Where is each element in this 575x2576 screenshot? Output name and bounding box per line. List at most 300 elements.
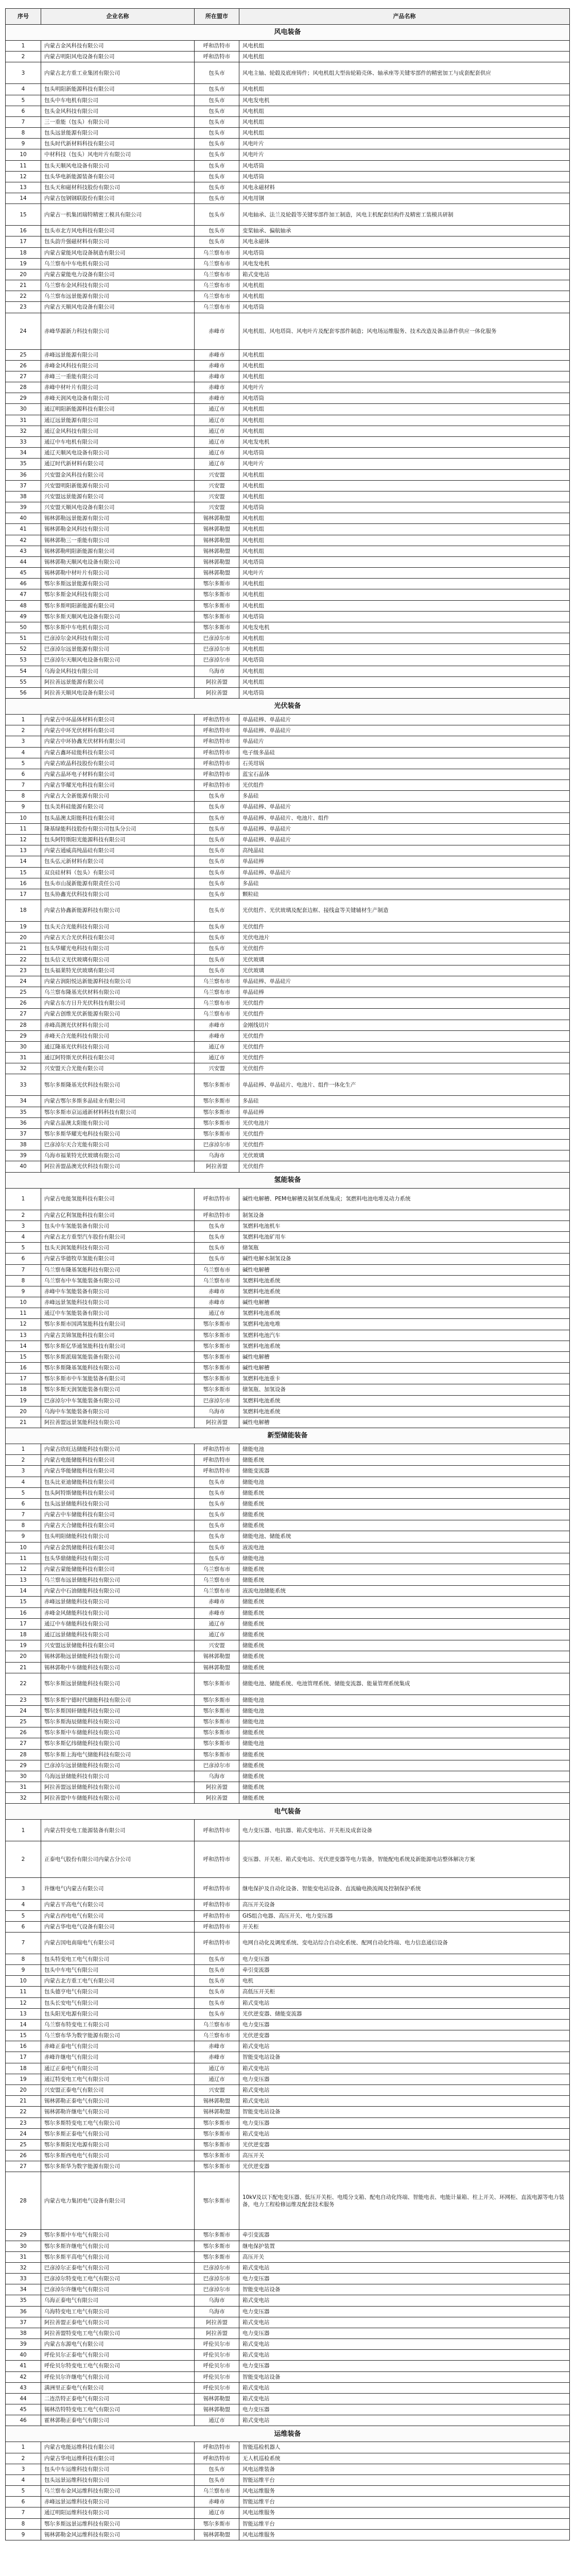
company-name: 乌海金风科技有限公司 [41,666,195,676]
region-name: 呼伦贝尔市 [195,2361,239,2371]
product-names: 单晶硅棒、单晶硅片 [239,823,570,834]
company-name: 包头中车运维科技有限公司 [41,2464,195,2475]
row-number: 6 [6,1253,41,1264]
region-name: 鄂尔多斯市 [195,1727,239,1738]
product-names: 储能系统 [239,1520,570,1531]
header-products: 产品名称 [239,9,570,25]
region-name: 鄂尔多斯市 [195,589,239,600]
row-number: 25 [6,2139,41,2150]
row-number: 27 [6,2161,41,2172]
region-name: 包头市 [195,1477,239,1487]
product-names: 风电机组 [239,360,570,371]
table-row [6,900,570,922]
product-names: 风电塔筒 [239,556,570,567]
row-number: 42 [6,2371,41,2382]
product-names: 储能系统 [239,1510,570,1520]
product-names: 多晶硅 [239,1096,570,1107]
region-name: 巴彦淖尔市 [195,644,239,655]
table-row [6,2464,570,2475]
company-name: 呼伦贝尔特变电工电气有限公司 [41,2361,195,2371]
product-names: 储能系统 [239,1749,570,1760]
equipment-catalog-table [5,8,570,2540]
row-number: 26 [6,2150,41,2161]
product-names: 氢燃料电池系统 [239,1406,570,1417]
table-row [6,998,570,1009]
company-name: 内蒙古一机集团瑞特精密工模具有限公司 [41,204,195,226]
company-name: 包头明阳储能科技有限公司 [41,1531,195,1542]
company-name: 兴安盟远景储能科技有限公司 [41,1640,195,1651]
region-name: 鄂尔多斯市 [195,2128,239,2139]
table-row [6,1231,570,1242]
table-row [6,1673,570,1694]
product-names: 储能电池、储能系统、电池管理系统、储能变流器、能量管理系统集成 [239,1673,570,1694]
table-row [6,236,570,247]
row-number: 1 [6,1820,41,1841]
region-name: 乌兰察布市 [195,291,239,302]
company-name: 赤峰远景储能科技有限公司 [41,1597,195,1607]
table-row [6,1921,570,1932]
product-names: 风电叶片 [239,459,570,469]
row-number: 29 [6,1030,41,1041]
company-name: 阿拉善远景能源有限公司 [41,676,195,687]
region-name: 通辽市 [195,1308,239,1319]
region-name: 巴彦淖尔市 [195,2274,239,2284]
product-names: 变桨轴承、偏航轴承 [239,226,570,236]
company-name: 内蒙古中环晶体材料有限公司 [41,715,195,725]
company-name: 通辽明阳运维科技有限公司 [41,2507,195,2518]
region-name: 乌海市 [195,1771,239,1782]
row-number: 11 [6,1308,41,1319]
row-number: 24 [6,2128,41,2139]
region-name: 包头市 [195,226,239,236]
region-name: 锡林郭勒盟 [195,546,239,556]
row-number: 15 [6,1351,41,1362]
company-name: 兴安盟远景能源有限公司 [41,491,195,502]
company-name: 通辽正泰电气有限公司 [41,2063,195,2074]
table-row [6,1586,570,1597]
table-row [6,2150,570,2161]
table-row [6,171,570,182]
product-names: 风电机组 [239,52,570,62]
table-row [6,1161,570,1172]
table-row [6,2393,570,2404]
table-row [6,600,570,611]
table-row [6,1444,570,1455]
product-names: 风电机组 [239,116,570,127]
company-name: 内蒙古明阳风电设备有限公司 [41,52,195,62]
table-row [6,382,570,393]
region-name: 包头市 [195,160,239,171]
product-names: 电力变压器 [239,2074,570,2084]
table-row [6,371,570,382]
table-row [6,1243,570,1253]
table-row [6,589,570,600]
region-name: 呼和浩特市 [195,52,239,62]
region-name: 锡林郭勒盟 [195,2404,239,2415]
company-name: 包头中车电机有限公司 [41,95,195,106]
table-row [6,878,570,889]
product-names: 光伏组件 [239,1128,570,1139]
region-name: 包头市 [195,856,239,867]
product-names: 风电运维服务 [239,2529,570,2540]
row-number: 32 [6,2262,41,2273]
table-row [6,611,570,622]
region-name: 鄂尔多斯市 [195,2161,239,2172]
region-name: 兴安盟 [195,502,239,513]
row-number: 8 [6,1520,41,1531]
region-name: 鄂尔多斯市 [195,1351,239,1362]
table-row [6,84,570,95]
company-name: 锡林郭勒金风科技有限公司 [41,524,195,535]
company-name: 包头信义光伏玻璃有限公司 [41,954,195,965]
row-number: 44 [6,2393,41,2404]
region-name: 赤峰市 [195,2052,239,2063]
row-number: 31 [6,415,41,426]
region-name: 锡林郭勒盟 [195,2393,239,2404]
company-name: 鄂尔多斯华耀光电科技有限公司 [41,1128,195,1139]
company-name: 鄂尔多斯远景运维科技有限公司 [41,2518,195,2529]
row-number: 4 [6,1900,41,1910]
table-row [6,2030,570,2041]
company-name: 内蒙古通威高纯晶硅有限公司 [41,845,195,856]
row-number: 5 [6,758,41,769]
product-names: 储能系统 [239,1455,570,1466]
product-names: 多晶硅 [239,791,570,802]
region-name: 呼和浩特市 [195,1921,239,1932]
row-number: 36 [6,469,41,480]
row-number: 18 [6,1630,41,1640]
row-number: 3 [6,1878,41,1900]
company-name: 正泰电气股份有限公司内蒙古分公司 [41,1841,195,1878]
product-names: 储能系统 [239,1651,570,1662]
product-names: 风电机组 [239,106,570,116]
table-row [6,2107,570,2117]
row-number: 30 [6,2241,41,2251]
company-name: 内蒙古中车储能科技有限公司 [41,1510,195,1520]
product-names: 风电塔筒 [239,160,570,171]
table-row [6,1253,570,1264]
table-row [6,1363,570,1374]
region-name: 鄂尔多斯市 [195,622,239,633]
region-name: 包头市 [195,139,239,149]
row-number: 23 [6,1694,41,1705]
table-row [6,149,570,160]
row-number: 30 [6,1041,41,1052]
product-names: 电力变压器 [239,1954,570,1964]
table-row [6,1662,570,1673]
row-number: 45 [6,2404,41,2415]
table-row [6,655,570,666]
table-row [6,1618,570,1629]
region-name: 鄂尔多斯市 [195,611,239,622]
product-names: 光伏玻璃 [239,1150,570,1161]
table-row [6,2507,570,2518]
region-name: 呼和浩特市 [195,1878,239,1900]
company-name: 包头中车氢能装备有限公司 [41,1221,195,1231]
product-names: 储能系统 [239,1793,570,1804]
product-names: 风电机组 [239,404,570,415]
product-names: 电子级多晶硅 [239,747,570,758]
table-row [6,2529,570,2540]
region-name: 鄂尔多斯市 [195,2251,239,2262]
region-name: 通辽市 [195,415,239,426]
company-name: 包头韵升强磁材料有限公司 [41,236,195,247]
table-row [6,116,570,127]
row-number: 46 [6,2415,41,2426]
row-number: 17 [6,1374,41,1384]
product-names: 箱式变电站 [239,1997,570,2008]
region-name: 鄂尔多斯市 [195,1117,239,1128]
region-name: 包头市 [195,2475,239,2485]
product-names: 液流电池 [239,1542,570,1553]
table-row [6,1477,570,1487]
region-name: 呼和浩特市 [195,1820,239,1841]
table-row [6,2262,570,2273]
row-number: 18 [6,900,41,922]
table-row [6,556,570,567]
table-row [6,2019,570,2030]
company-name: 呼伦贝尔许继电气有限公司 [41,2371,195,2382]
table-row [6,52,570,62]
row-number: 49 [6,611,41,622]
table-row [6,62,570,84]
product-names: 储能电池、储能系统 [239,1531,570,1542]
table-row [6,426,570,436]
region-name: 乌海市 [195,1150,239,1161]
row-number: 47 [6,589,41,600]
company-name: 霍林郭勒正泰电气有限公司 [41,2415,195,2426]
region-name: 包头市 [195,1542,239,1553]
company-name: 赤峰中车氢能装备有限公司 [41,1286,195,1297]
row-number: 29 [6,1760,41,1771]
table-row [6,459,570,469]
table-row [6,1406,570,1417]
company-name: 包头市北方风电科技有限公司 [41,226,195,236]
company-name: 赤峰高测光伏材料有限公司 [41,1020,195,1030]
company-name: 乌兰察布隆基氢能科技有限公司 [41,1264,195,1275]
region-name: 呼和浩特市 [195,41,239,52]
table-row [6,1976,570,1987]
company-name: 内蒙古天合光伏科技有限公司 [41,933,195,943]
product-names: 风电机组 [239,589,570,600]
product-names: 电力变压器 [239,2019,570,2030]
region-name: 巴彦淖尔市 [195,1395,239,1406]
company-name: 兴安盟正泰电气有限公司 [41,2084,195,2095]
row-number: 31 [6,1053,41,1063]
row-number: 40 [6,513,41,524]
region-name: 呼和浩特市 [195,1188,239,1210]
row-number: 5 [6,1243,41,1253]
company-name: 通辽隆基光伏科技有限公司 [41,1041,195,1052]
row-number: 24 [6,976,41,987]
row-number: 10 [6,1542,41,1553]
table-row [6,280,570,291]
row-number: 24 [6,313,41,349]
table-row [6,666,570,676]
region-name: 包头市 [195,106,239,116]
company-name: 包头华电新能源装备有限公司 [41,171,195,182]
row-number: 2 [6,1210,41,1221]
company-name: 内蒙古中环协鑫光伏材料有限公司 [41,736,195,747]
region-name: 包头市 [195,149,239,160]
company-name: 内蒙古平高电气有限公司 [41,1900,195,1910]
company-name: 二连浩特正泰电气有限公司 [41,2393,195,2404]
region-name: 通辽市 [195,426,239,436]
region-name: 呼和浩特市 [195,1444,239,1455]
company-name: 赤峰金风科技有限公司 [41,360,195,371]
row-number: 5 [6,1910,41,1921]
table-row [6,2442,570,2453]
row-number: 40 [6,2350,41,2361]
row-number: 16 [6,1363,41,1374]
region-name: 锡林郭勒盟 [195,2107,239,2117]
region-name: 包头市 [195,878,239,889]
product-names: 氢燃料电池矿用车 [239,1231,570,1242]
table-row [6,2486,570,2497]
company-name: 包头金风科技有限公司 [41,106,195,116]
row-number: 28 [6,2172,41,2230]
company-name: 内蒙古中环光伏材料有限公司 [41,725,195,736]
region-name: 乌兰察布市 [195,269,239,280]
table-row [6,736,570,747]
region-name: 乌兰察布市 [195,1564,239,1574]
row-number: 26 [6,1727,41,1738]
company-name: 中材科技（包头）风电叶片有限公司 [41,149,195,160]
product-names: 风电运维服务 [239,2486,570,2497]
row-number: 22 [6,1673,41,1694]
region-name: 鄂尔多斯市 [195,2230,239,2241]
product-names: 电网自动化及调度系统、变电站综合自动化系统、配网自动化终端、电力信息通信设备 [239,1932,570,1954]
row-number: 22 [6,291,41,302]
table-row [6,579,570,589]
row-number: 13 [6,1575,41,1586]
table-row [6,791,570,802]
product-names: 储能系统 [239,1564,570,1574]
company-name: 乌兰察布华为数字能源有限公司 [41,2030,195,2041]
product-names: 储能电池 [239,1738,570,1749]
table-row [6,360,570,371]
product-names: 高压开关 [239,2251,570,2262]
product-names: 电力变压器 [239,2306,570,2317]
region-name: 巴彦淖尔市 [195,2262,239,2273]
company-name: 呼伦贝尔正泰电气有限公司 [41,2350,195,2361]
product-names: 光伏组件 [239,1053,570,1063]
product-names: 单晶硅棒、单晶硅片 [239,867,570,878]
row-number: 5 [6,95,41,106]
table-row [6,1455,570,1466]
product-names: 单晶硅棒 [239,856,570,867]
table-row [6,502,570,513]
region-name: 包头市 [195,1531,239,1542]
table-row [6,1221,570,1231]
product-names: 风电机组 [239,41,570,52]
table-row [6,1531,570,1542]
product-names: 高压开关设备 [239,1900,570,1910]
company-name: 乌兰察布中车氢能装备有限公司 [41,1275,195,1286]
table-row [6,758,570,769]
table-row [6,1275,570,1286]
row-number: 17 [6,2052,41,2063]
company-name: 包头天顺风电设备有限公司 [41,160,195,171]
company-name: 内蒙古华电电气设备有限公司 [41,1921,195,1932]
region-name: 包头市 [195,1231,239,1242]
region-name: 锡林郭勒盟 [195,2096,239,2107]
region-name: 通辽市 [195,2063,239,2074]
region-name: 鄂尔多斯市 [195,1694,239,1705]
region-name: 赤峰市 [195,1297,239,1308]
product-names: 智能变电站设备 [239,2107,570,2117]
company-name: 内蒙古华耀光电科技有限公司 [41,780,195,791]
company-name: 包头远景运维科技有限公司 [41,2475,195,2485]
region-name: 赤峰市 [195,349,239,360]
row-number: 28 [6,1749,41,1760]
product-names: 单晶硅棒 [239,1107,570,1117]
row-number: 9 [6,1531,41,1542]
region-name: 鄂尔多斯市 [195,1341,239,1351]
row-number: 2 [6,2453,41,2464]
table-row [6,1597,570,1607]
company-name: 阿拉善天顺风电设备有限公司 [41,687,195,698]
company-name: 鄂尔多斯派瑞氢能装备有限公司 [41,1351,195,1362]
table-row [6,1727,570,1738]
table-row [6,1330,570,1341]
table-row [6,1053,570,1063]
region-name: 通辽市 [195,404,239,415]
table-row [6,987,570,998]
row-number: 4 [6,84,41,95]
company-name: 乌兰察布金风运维科技有限公司 [41,2486,195,2497]
product-names: 箱式变电站 [239,2084,570,2095]
company-name: 阿拉善盟远景氢能科技有限公司 [41,1417,195,1428]
company-name: 内蒙古亿利氢能科技有限公司 [41,1210,195,1221]
product-names: 箱式变电站 [239,2339,570,2350]
company-name: 赤峰天合光能科技有限公司 [41,1030,195,1041]
product-names: 箱式变电站 [239,2317,570,2328]
region-name: 包头市 [195,943,239,954]
region-name: 乌兰察布市 [195,1586,239,1597]
row-number: 1 [6,1188,41,1210]
company-name: 包头天和磁材科技股份有限公司 [41,182,195,193]
product-names: 储能电池 [239,1477,570,1487]
row-number: 40 [6,1161,41,1172]
product-names: 储能系统 [239,1498,570,1509]
product-names: 风电永磁材料 [239,182,570,193]
table-row [6,2052,570,2063]
row-number: 34 [6,1096,41,1107]
region-name: 包头市 [195,95,239,106]
company-name: 赤峰中材叶片有限公司 [41,382,195,393]
page-bottom-margin [5,2540,570,2547]
product-names: 氢燃料电池系统 [239,1275,570,1286]
table-row [6,835,570,845]
product-names: 风电塔筒 [239,247,570,258]
region-name: 呼和浩特市 [195,2453,239,2464]
row-number: 21 [6,1417,41,1428]
row-number: 20 [6,269,41,280]
row-number: 50 [6,622,41,633]
region-name: 鄂尔多斯市 [195,1363,239,1374]
region-name: 包头市 [195,802,239,812]
company-name: 乌海中车氢能装备有限公司 [41,1406,195,1417]
row-number: 16 [6,1607,41,1618]
region-name: 呼和浩特市 [195,758,239,769]
table-row [6,2074,570,2084]
company-name: 鄂尔多斯市中车氢能装备有限公司 [41,1374,195,1384]
company-name: 阿拉善盟中车储能科技有限公司 [41,1793,195,1804]
product-names: 箱式变电站 [239,2393,570,2404]
product-names: 光伏组件 [239,1041,570,1052]
region-name: 鄂尔多斯市 [195,2150,239,2161]
